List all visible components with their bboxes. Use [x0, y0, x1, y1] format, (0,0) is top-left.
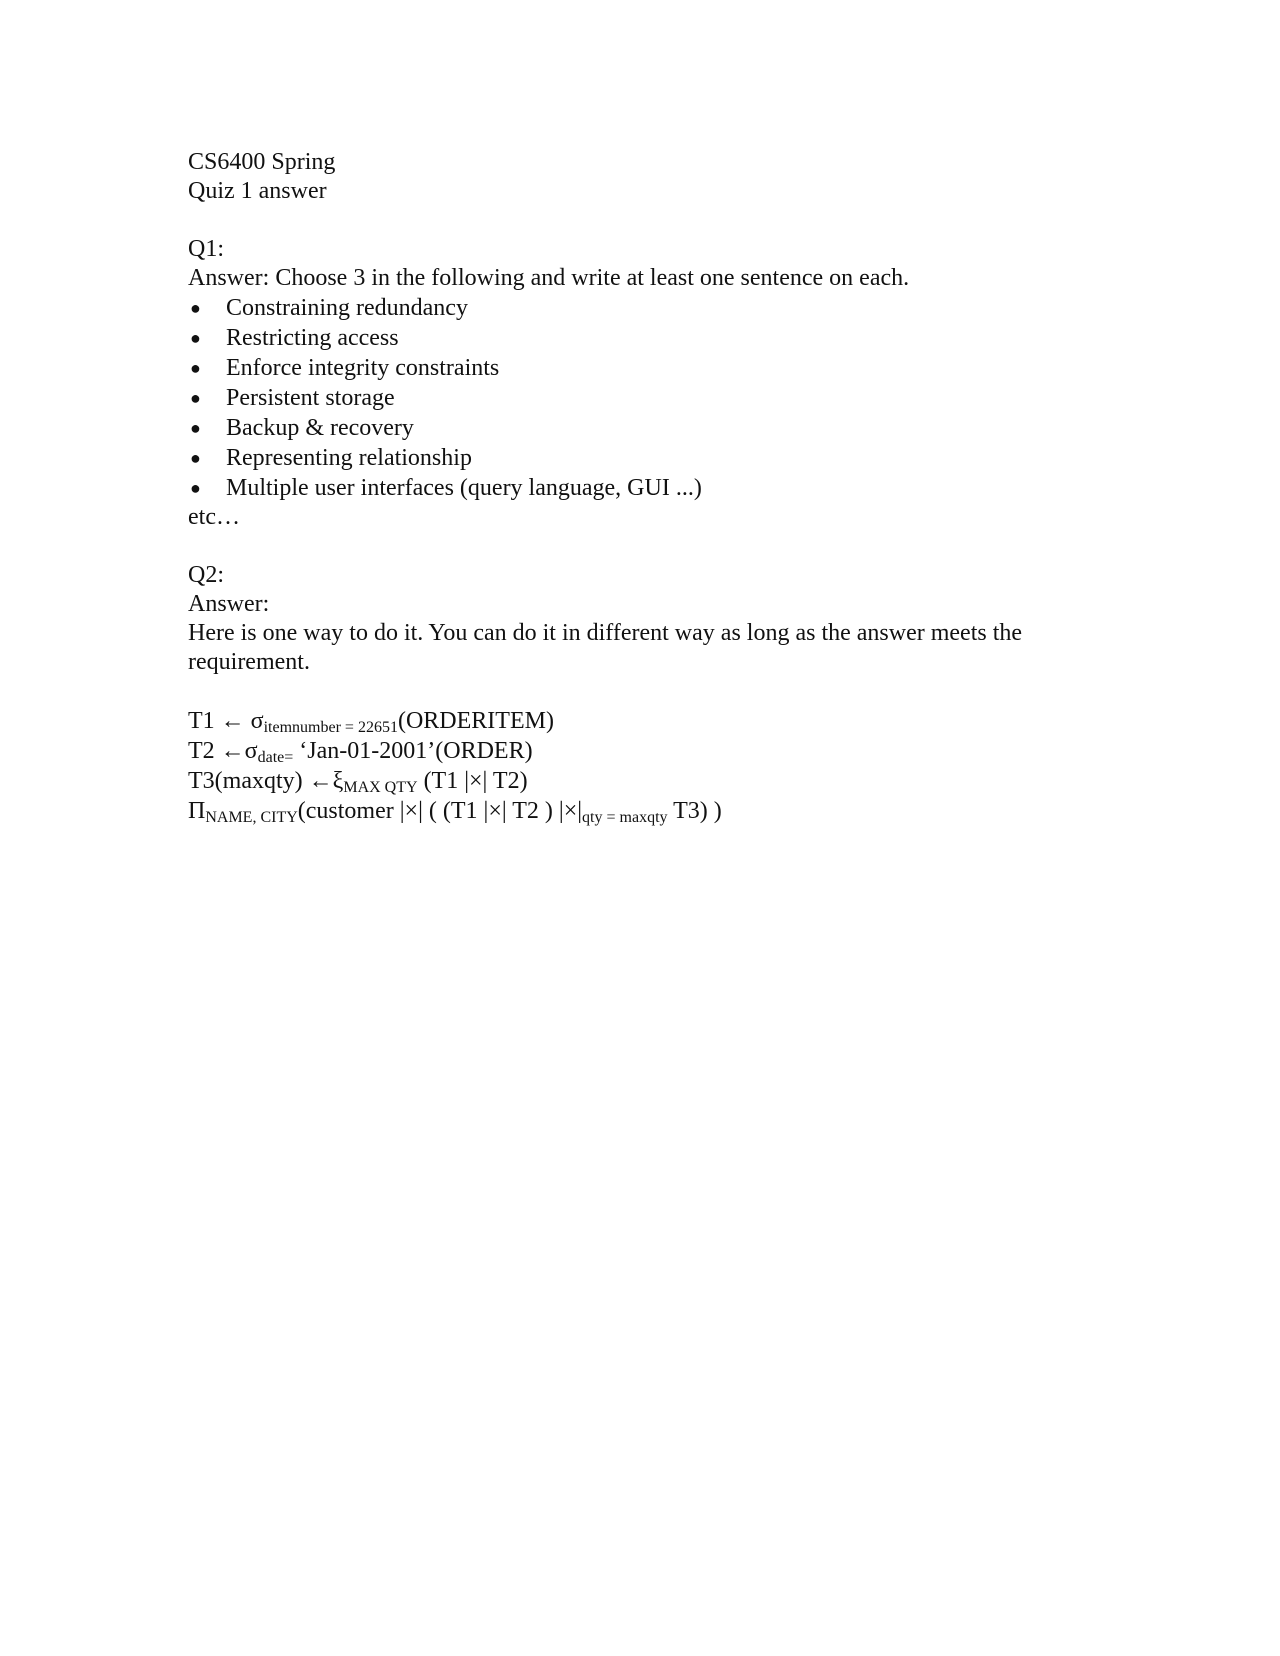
formula-line-projection [188, 796, 1128, 826]
formula-main: Π [188, 798, 206, 824]
list-item: ● Backup & recovery [188, 413, 1128, 443]
formula-rest: (ORDERITEM) [397, 708, 554, 734]
list-item: ● Constraining redundancy [188, 293, 1128, 323]
q2-answer-label: Answer: [188, 591, 270, 617]
formula-subscript-join: qty = maxqty [582, 809, 668, 826]
formula-line-t1 [188, 706, 1128, 736]
formula-main: T2 ←σ [188, 738, 258, 764]
spacer [188, 677, 1128, 706]
q1-trailer: etc… [188, 504, 240, 530]
formula-main: T1 ← σ [188, 708, 264, 734]
list-item: ● Persistent storage [188, 383, 1128, 413]
q1-label: Q1: [188, 236, 224, 262]
formula-rest: (customer |×| ( (T1 |×| T2 ) |×| [297, 798, 583, 824]
q2-label: Q2: [188, 562, 224, 588]
formula-line-t2 [188, 736, 1128, 766]
q1-bullet-list [188, 293, 1128, 503]
spacer [188, 206, 1128, 235]
formula-subscript: NAME, CITY [205, 809, 298, 826]
course-heading: CS6400 Spring [188, 149, 336, 175]
list-item: ● Enforce integrity constraints [188, 353, 1128, 383]
quiz-title: Quiz 1 answer [188, 178, 327, 204]
formula-subscript: MAX QTY [343, 779, 418, 796]
document-page [188, 148, 1128, 826]
formula-rest-end: T3) ) [667, 798, 722, 824]
spacer [188, 532, 1128, 561]
q1-answer: Answer: Choose 3 in the following and write at least one sentence on each. [188, 265, 910, 291]
formula-rest: ‘Jan-01-2001’(ORDER) [293, 738, 533, 764]
formula-subscript: itemnumber = 22651 [263, 719, 398, 736]
list-item: ● Multiple user interfaces (query language, GUI ...) [188, 473, 1128, 503]
formula-rest: (T1 |×| T2) [417, 768, 528, 794]
list-item: ● Representing relationship [188, 443, 1128, 473]
q2-explanation: Here is one way to do it. You can do it in different way as long as the answer meets the requirement. [188, 620, 1023, 675]
list-item: ● Restricting access [188, 323, 1128, 353]
formula-subscript: date= [257, 749, 294, 766]
formula-main: T3(maxqty) ←ξ [188, 768, 344, 794]
formula-line-t3 [188, 766, 1128, 796]
